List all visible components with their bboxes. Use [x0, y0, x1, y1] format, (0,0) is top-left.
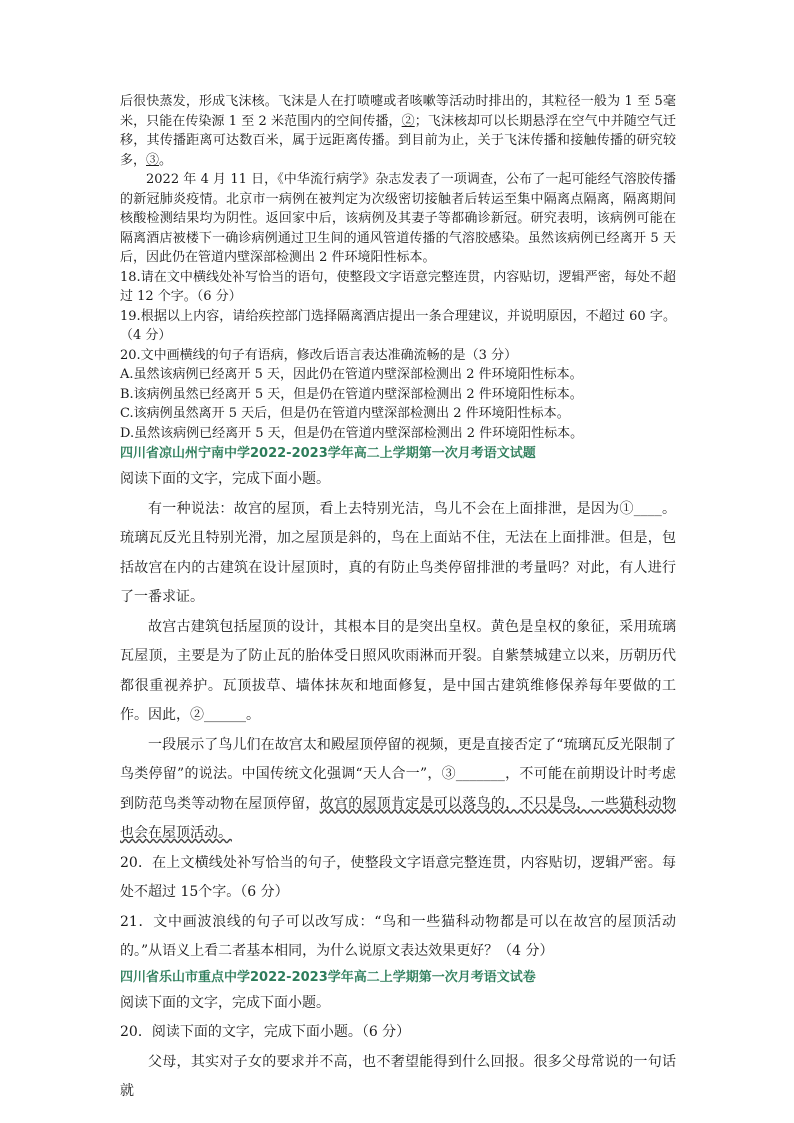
underlined-sentence: 虽然该病例已经离开 5 天后，因此仍在管道内壁深部检测出 2 件环境阳性标本。: [120, 230, 676, 265]
option-b: B.该病例虽然已经离开 5 天，但是仍在管道内壁深部检测出 2 件环境阳性标本。: [120, 386, 583, 402]
section2-paragraph-3: [120, 731, 676, 849]
text-run: 一段展示了鸟儿们在故宫太和殿屋顶停留的视频，更是直接否定了“琉璃瓦反光限制了鸟类停留”的说法。中国传统文化强调“天人合一”，: [120, 736, 676, 782]
section2-intro: 阅读下面的文字，完成下面小题。: [120, 471, 330, 487]
blank-3: ③: [146, 152, 160, 168]
section2-question-21: 21．文中画波浪线的句子可以改写成：“鸟和一些猫科动物都是可以在故宫的屋顶活动的。”从语义上看二者基本相同，为什么说原文表达效果更好？（4 分）: [120, 913, 676, 959]
section-heading-ningnan: 四川省凉山州宁南中学2022-2023学年高二上学期第一次月考语文试题: [120, 446, 536, 461]
question-18: 18.请在文中横线处补写恰当的语句，使整段文字语意完整连贯，内容贴切，逻辑严密，每处不超过 12 个字。（6 分）: [120, 269, 676, 304]
passage1-paragraph-2: [120, 170, 676, 268]
option-a: A.虽然该病例已经离开 5 天，因此仍在管道内壁深部检测出 2 件环境阳性标本。: [120, 367, 583, 382]
question-20: 20.文中画横线的句子有语病，修改后语言表达准确流畅的是（3 分）: [120, 347, 518, 363]
section3-intro: 阅读下面的文字，完成下面小题。: [120, 994, 330, 1011]
option-c: C.该病例虽然离开 5 天后，但是仍在管道内壁深部检测出 2 件环境阳性标本。: [120, 406, 570, 421]
option-d: D.虽然该病例已经离开 5 天，但是仍在管道内壁深部检测出 2 件环境阳性标本。: [120, 425, 584, 441]
document-content: [120, 92, 676, 1107]
text-run: 。琉璃瓦反光且特别光滑，加之屋顶是斜的，鸟在上面站不住，无法在上面排泄。但是，包括故宫在内的古建筑在设计屋顶时，真的有防止鸟类停留排泄的考量吗？对此，有人进行了一番求证。: [120, 500, 677, 605]
blank-2: ②: [401, 113, 415, 129]
text-run: ，不可能在前期设计时考虑到防范鸟类等动物在屋顶停留，: [120, 766, 677, 812]
text-run: 2022 年 4 月 11 日，《中华流行病学》杂志发表了一项调查，公布了一起可能经气溶胶传播的新冠肺炎疫情。北京市一病例在被判定为次级密切接触者后转运至集中隔离点隔离，隔离期间核酸检测结果均为阴性。返回家中后，该病例及其妻子等都确诊新冠。研究表明，该病例可能在隔离酒店被楼下一确诊病例通过卫生间的通风管道传播的气溶胶感染。: [120, 172, 676, 246]
section2-paragraph-1: [120, 495, 676, 613]
section2-paragraph-2: [120, 613, 676, 731]
blank-1: ①____: [619, 500, 662, 517]
text-run: 。: [159, 152, 173, 168]
question-19: 19.根据以上内容，请给疾控部门选择隔离酒店提出一条合理建议，并说明原因，不超过 60 字。（4 分）: [120, 308, 676, 343]
text-run: 故宫古建筑包括屋顶的设计，其根本目的是突出皇权。黄色是皇权的象征，采用琉璃瓦屋顶，主要是为了防止瓦的胎体受日照风吹雨淋而开裂。自紫禁城建立以来，历朝历代都很重视养护。瓦顶拔草、墙体抹灰和地面修复，是中国古建筑维修保养每年要做的工作。因此，: [120, 618, 676, 723]
text-run: 有一种说法：故宫的屋顶，看上去特别光洁，鸟儿不会在上面排泄，是因为: [148, 500, 620, 517]
section3-question-20: 20．阅读下面的文字，完成下面小题。（6 分）: [120, 1024, 411, 1040]
blank-3: ③_______: [441, 766, 505, 782]
text-run: ；飞沫核却可以长期悬浮在空气中并随空气迁移，其传播距离可达数百米，属于远距离传播。到目前为止，关于飞沫传播和接触传播的研究较多，: [120, 113, 676, 168]
section-heading-leshan: 四川省乐山市重点中学2022-2023学年高二上学期第一次月考语文试卷: [120, 969, 536, 985]
passage1-paragraph-1: [120, 92, 676, 170]
text-run: 。: [246, 707, 260, 723]
blank-2: ②______: [190, 707, 246, 723]
wavy-underlined-sentence: 故宫的屋顶肯定是可以落鸟的，不只是鸟，一些猫科动物也会在屋顶活动。: [120, 795, 677, 841]
section2-question-20: 20．在上文横线处补写恰当的句子，使整段文字语意完整连贯，内容贴切，逻辑严密。每处不超过 15个字。（6 分）: [120, 854, 676, 900]
text-run: 后很快蒸发，形成飞沫核。飞沫是人在打喷嚏或者咳嗽等活动时排出的，其粒径一般为 1 至 5毫米，只能在传染源 1 至 2 米范围内的空间传播，: [120, 94, 676, 129]
section3-paragraph-1: 父母，其实对子女的要求并不高，也不奢望能得到什么回报。很多父母常说的一句话就: [120, 1053, 676, 1099]
